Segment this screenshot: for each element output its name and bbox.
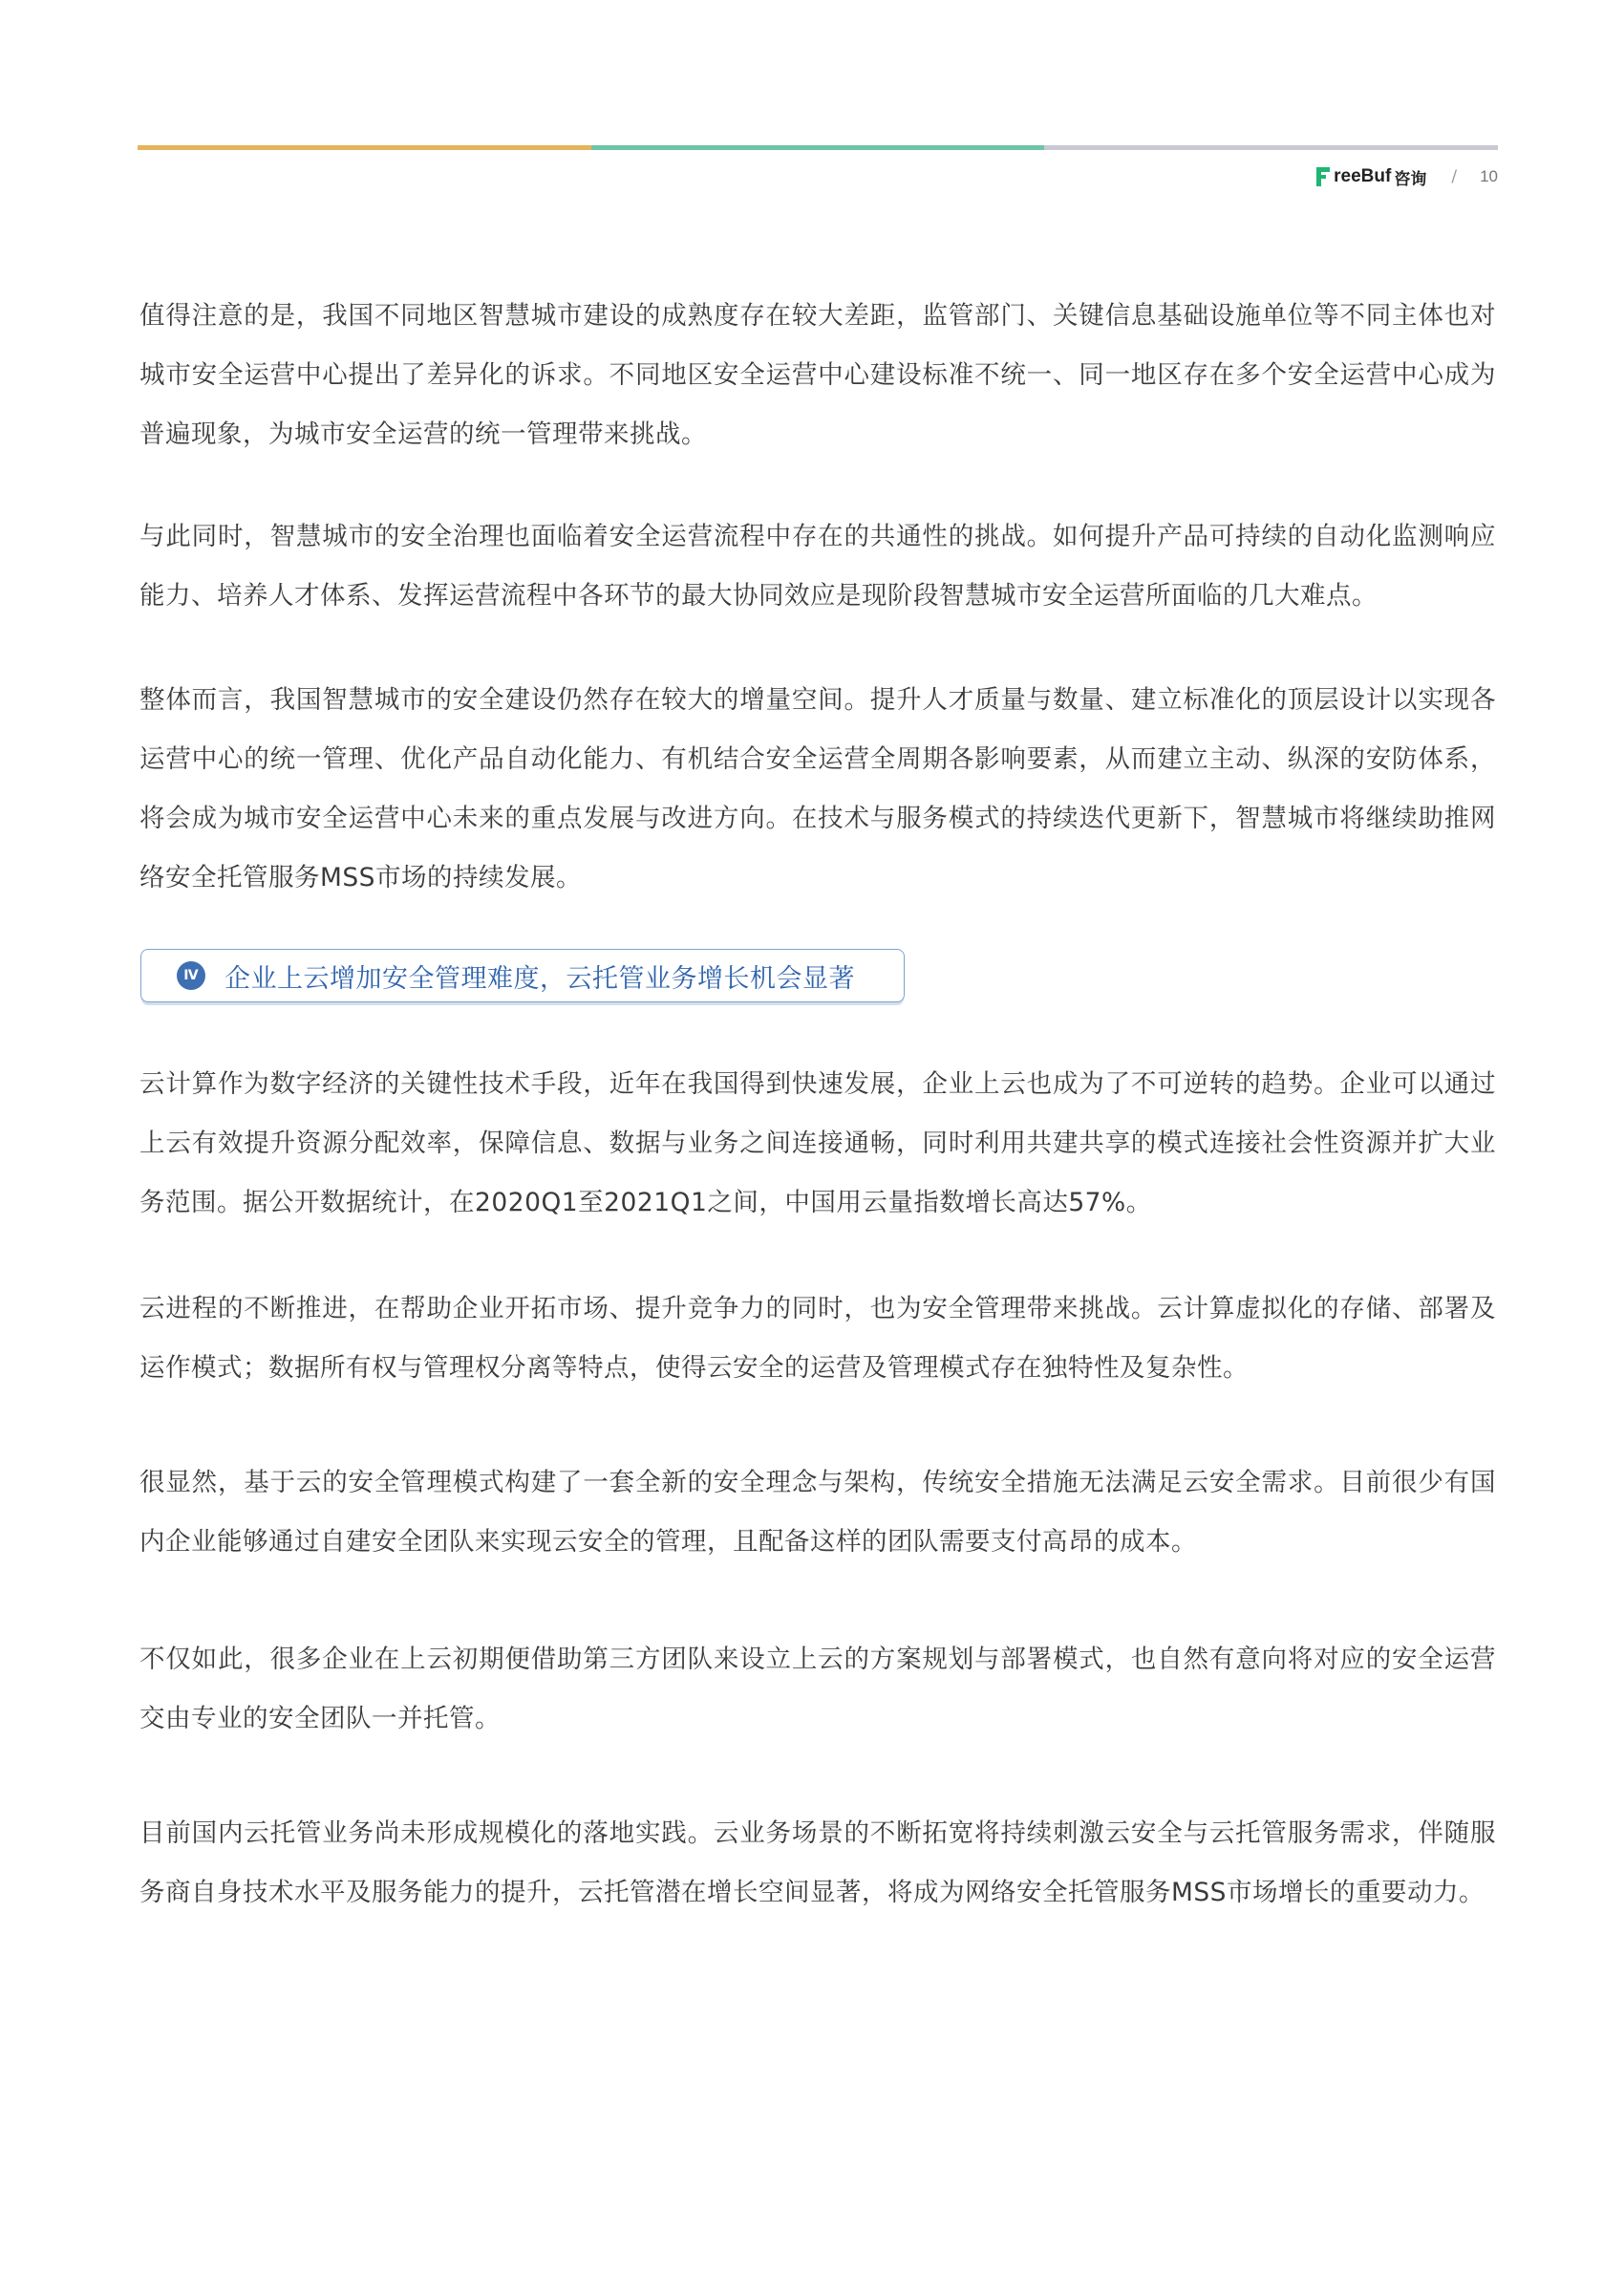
section-title: 企业上云增加安全管理难度，云托管业务增长机会显著 [224, 963, 855, 994]
page-separator: / [1451, 167, 1458, 186]
page-number: 10 [1480, 167, 1498, 185]
header-color-bar [138, 145, 1498, 150]
roman-numeral-badge: Ⅳ [177, 961, 205, 990]
paragraph-4: 云计算作为数字经济的关键性技术手段，近年在我国得到快速发展，企业上云也成为了不可逆转的趋势。企业可以通过上云有效提升资源分配效率，保障信息、数据与业务之间连接通畅，同时利用共建共享的模式连接社会性资源并扩大业务范围。据公开数据统计，在2020Q1至2021Q1之间，中国用云量指数增长高达57%。 [139, 1069, 1496, 1217]
paragraph-2: 与此同时，智慧城市的安全治理也面临着安全运营流程中存在的共通性的挑战。如何提升产品可持续的自动化监测响应能力、培养人才体系、发挥运营流程中各环节的最大协同效应是现阶段智慧城市安全运营所面临的几大难点。 [139, 522, 1496, 611]
color-bar-segment-orange [138, 145, 591, 150]
freebuf-f-icon [1316, 167, 1332, 186]
color-bar-segment-teal [591, 145, 1045, 150]
paragraph-1: 值得注意的是，我国不同地区智慧城市建设的成熟度存在较大差距，监管部门、关键信息基础设施单位等不同主体也对城市安全运营中心提出了差异化的诉求。不同地区安全运营中心建设标准不统一、同一地区存在多个安全运营中心成为普遍现象，为城市安全运营的统一管理带来挑战。 [139, 301, 1496, 449]
paragraph-6: 很显然，基于云的安全管理模式构建了一套全新的安全理念与架构，传统安全措施无法满足云安全需求。目前很少有国内企业能够通过自建安全团队来实现云安全的管理，且配备这样的团队需要支付高昂的成本。 [139, 1468, 1496, 1557]
section-heading-box [140, 949, 905, 1002]
paragraph-5: 云进程的不断推进，在帮助企业开拓市场、提升竞争力的同时，也为安全管理带来挑战。云计算虚拟化的存储、部署及运作模式；数据所有权与管理权分离等特点，使得云安全的运营及管理模式存在独特性及复杂性。 [139, 1294, 1496, 1383]
logo-cn-text: 咨询 [1394, 169, 1427, 189]
paragraph-7: 不仅如此，很多企业在上云初期便借助第三方团队来设立上云的方案规划与部署模式，也自然有意向将对应的安全运营交由专业的安全团队一并托管。 [139, 1645, 1496, 1733]
logo-text: reeBuf [1334, 166, 1392, 186]
paragraph-3: 整体而言，我国智慧城市的安全建设仍然存在较大的增量空间。提升人才质量与数量、建立标准化的顶层设计以实现各运营中心的统一管理、优化产品自动化能力、有机结合安全运营全周期各影响要素，从而建立主动、纵深的安防体系，将会成为城市安全运营中心未来的重点发展与改进方向。在技术与服务模式的持续迭代更新下，智慧城市将继续助推网络安全托管服务MSS市场的持续发展。 [139, 685, 1496, 892]
paragraph-8: 目前国内云托管业务尚未形成规模化的落地实践。云业务场景的不断拓宽将持续刺激云安全与云托管服务需求，伴随服务商自身技术水平及服务能力的提升，云托管潜在增长空间显著，将成为网络安全托管服务MSS市场增长的重要动力。 [139, 1818, 1496, 1907]
page-header [1316, 162, 1498, 191]
color-bar-segment-gray [1044, 145, 1498, 150]
freebuf-logo [1316, 165, 1426, 189]
